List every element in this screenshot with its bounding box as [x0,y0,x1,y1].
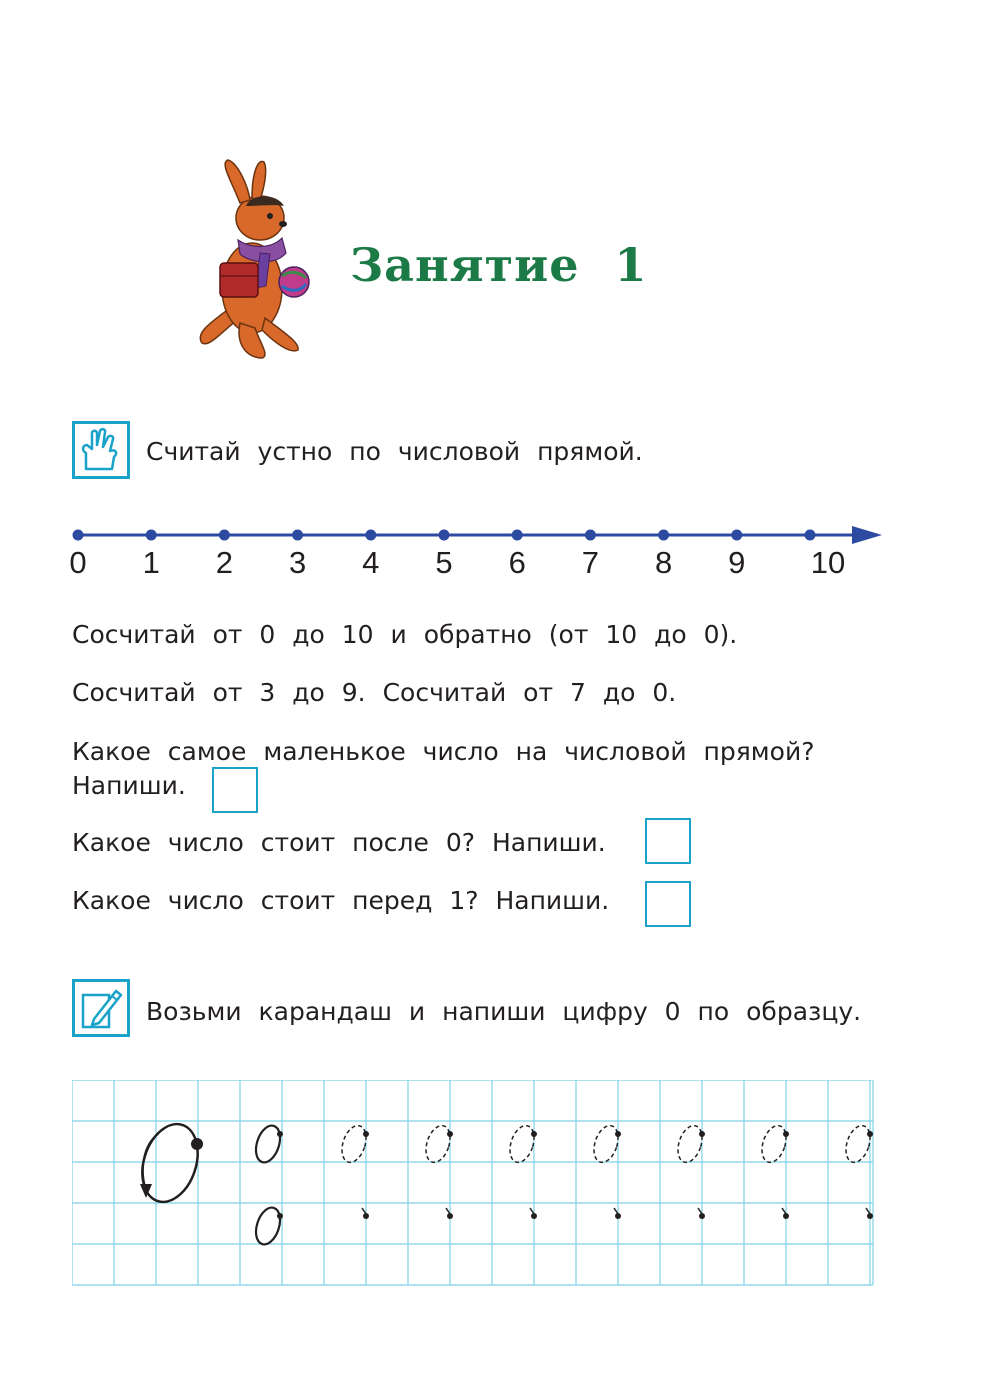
start-dot [615,1131,621,1137]
start-dot [277,1131,283,1137]
number-line [60,515,890,585]
trace-zero [842,1123,874,1166]
model-start-dot [191,1138,203,1150]
number-line-label: 8 [654,545,673,580]
start-dot [531,1213,537,1219]
number-line-point [146,530,157,541]
number-line-point [512,530,523,541]
start-dot [699,1213,705,1219]
start-dot [277,1213,283,1219]
answer-box-after-zero[interactable] [645,818,691,864]
question-count-3-9: Сосчитай от 3 до 9. Сосчитай от 7 до 0. [72,678,677,707]
sample-zero [252,1205,285,1248]
lesson-title: Занятие 1 [350,238,648,292]
number-line-label: 1 [142,545,160,580]
start-dot [783,1213,789,1219]
start-dot [867,1213,873,1219]
number-line-label: 7 [581,545,600,580]
task1-instruction: Считай устно по числовой прямой. [146,437,643,466]
question-count-0-10: Сосчитай от 0 до 10 и обратно (от 10 до 0). [72,620,738,649]
start-dot [531,1131,537,1137]
answer-box-smallest[interactable] [212,767,258,813]
number-line-label: 9 [728,545,746,580]
number-line-label: 2 [215,545,234,580]
number-line-point [585,530,596,541]
pencil-writing-icon [72,979,130,1037]
sample-zero [252,1123,285,1166]
number-line-point [658,530,669,541]
number-line-point [292,530,303,541]
number-line-point [439,530,450,541]
start-dot [867,1131,873,1137]
number-line-point [365,530,376,541]
start-dot [447,1213,453,1219]
number-line-point [731,530,742,541]
writing-practice-grid[interactable] [72,1080,874,1286]
number-line-label: 3 [288,545,307,580]
number-line-arrow [852,526,882,544]
number-line-point [805,530,816,541]
start-dot [363,1213,369,1219]
number-line-point [219,530,230,541]
start-dot [783,1131,789,1137]
task2-instruction: Возьми карандаш и напиши цифру 0 по образцу. [146,997,862,1026]
hand-counting-icon [72,421,130,479]
number-line-label: 10 [810,545,846,580]
model-digit-zero [133,1117,207,1209]
start-dot [447,1131,453,1137]
start-dot [699,1131,705,1137]
number-line-label: 6 [508,545,526,580]
number-line-label: 5 [435,545,453,580]
question-before-one: Какое число стоит перед 1? Напиши. [72,886,610,915]
question-after-zero: Какое число стоит после 0? Напиши. [72,828,606,857]
answer-box-before-one[interactable] [645,881,691,927]
kangaroo-mascot-illustration [190,158,315,366]
number-line-label: 0 [69,545,87,580]
number-line-label: 4 [362,545,380,580]
question-smallest-number: Какое самое маленькое число на числовой прямой? [72,737,815,766]
start-dot [363,1131,369,1137]
number-line-point [73,530,84,541]
start-dot [615,1213,621,1219]
question-smallest-number-write: Напиши. [72,771,186,800]
